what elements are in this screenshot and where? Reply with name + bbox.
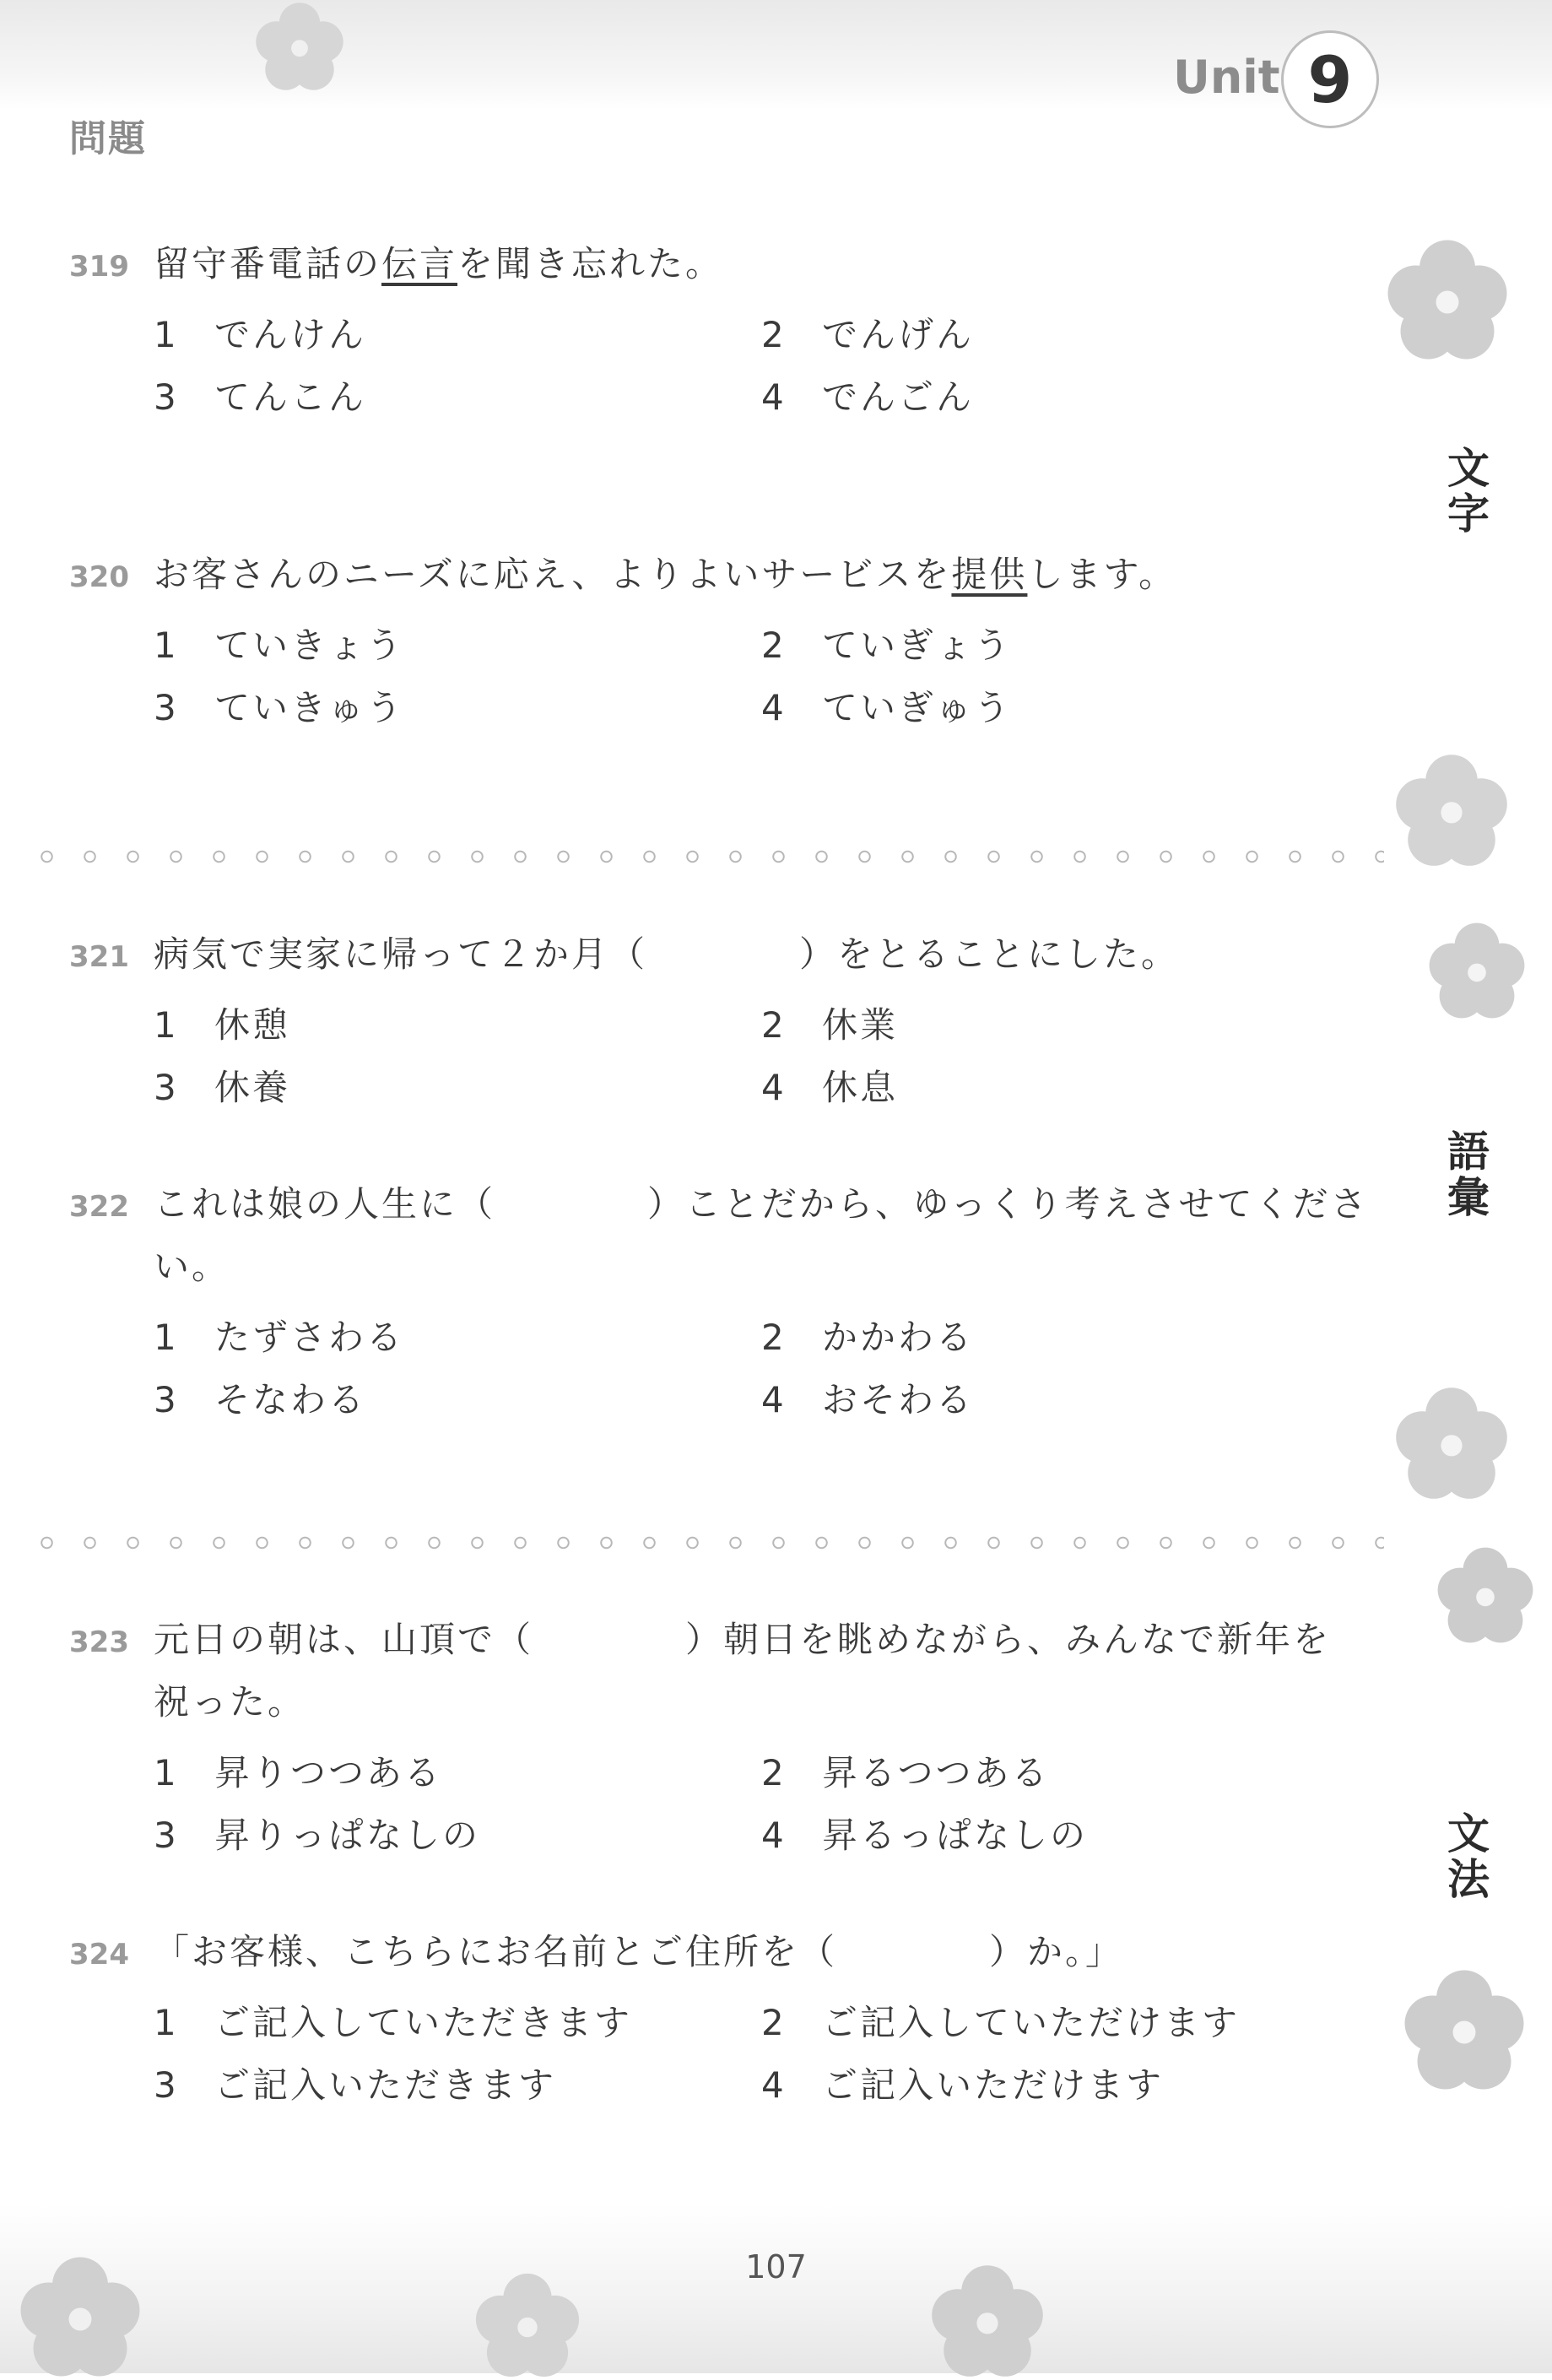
option-2[interactable]: 2 かかわる — [761, 1317, 975, 1358]
question-322 — [69, 1185, 1386, 1438]
question-text: お客さんのニーズに応え、よりよいサービスを提供します。 — [154, 554, 1177, 595]
underlined-word: 伝言 — [381, 243, 458, 284]
option-4[interactable]: 4 でんごん — [761, 376, 975, 418]
question-text-continued: 祝った。 — [154, 1681, 306, 1723]
question-text: 留守番電話の伝言を聞き忘れた。 — [154, 243, 724, 284]
flower-icon — [1392, 751, 1511, 869]
option-1[interactable]: 1 たずさわる — [154, 1317, 405, 1358]
flower-icon — [1384, 236, 1511, 363]
option-2[interactable]: 2 ていぎょう — [761, 625, 1013, 666]
option-1[interactable]: 1 でんけん — [154, 314, 367, 355]
question-number: 319 — [69, 250, 129, 284]
flower-icon — [253, 0, 346, 93]
page-number: 107 — [745, 2248, 807, 2285]
option-3[interactable]: 3 ご記入いただきます — [154, 2064, 557, 2106]
bottom-floral-banner — [0, 2204, 1552, 2373]
flower-icon — [1435, 1544, 1536, 1646]
question-324 — [69, 1933, 1386, 2118]
flower-icon — [473, 2270, 582, 2380]
option-3[interactable]: 3 てんこん — [154, 376, 367, 418]
question-text: これは娘の人生に（ ）ことだから、ゆっくり考えさせてくださ — [154, 1183, 1369, 1225]
side-tab-moji: 文字 — [1447, 443, 1490, 538]
section-divider — [25, 848, 1384, 865]
option-1[interactable]: 1 ていきょう — [154, 625, 405, 666]
option-2[interactable]: 2 昇るつつある — [761, 1752, 1050, 1793]
option-1[interactable]: 1 ご記入していただきます — [154, 2002, 633, 2043]
page-heading: 問題 — [69, 117, 147, 160]
option-1[interactable]: 1 休憩 — [154, 1004, 291, 1046]
option-1[interactable]: 1 昇りつつある — [154, 1752, 443, 1793]
question-number: 322 — [69, 1190, 129, 1224]
option-2[interactable]: 2 休業 — [761, 1004, 899, 1046]
question-number: 321 — [69, 940, 129, 974]
option-3[interactable]: 3 休養 — [154, 1067, 291, 1108]
option-3[interactable]: 3 昇りっぱなしの — [154, 1815, 481, 1856]
option-3[interactable]: 3 そなわる — [154, 1379, 367, 1420]
section-divider — [25, 1534, 1384, 1551]
option-4[interactable]: 4 休息 — [761, 1067, 899, 1108]
flower-icon — [1426, 920, 1528, 1021]
question-319 — [69, 245, 1386, 430]
question-text: 「お客様、こちらにお名前とご住所を（ ）か。」 — [154, 1931, 1124, 1972]
question-321 — [69, 935, 1386, 1121]
option-4[interactable]: 4 昇るっぱなしの — [761, 1815, 1089, 1856]
side-tab-bunpou: 文法 — [1447, 1809, 1490, 1904]
flower-icon — [1401, 1966, 1528, 2093]
question-text-continued: い。 — [154, 1246, 230, 1287]
option-4[interactable]: 4 ご記入いただけます — [761, 2064, 1165, 2106]
flower-icon — [1392, 1384, 1511, 1502]
unit-number-badge: 9 — [1281, 30, 1379, 128]
underlined-word: 提供 — [951, 554, 1028, 595]
question-text: 病気で実家に帰って２か月（ ）をとることにした。 — [154, 933, 1180, 975]
unit-label: Unit — [1173, 51, 1280, 104]
option-4[interactable]: 4 おそわる — [761, 1379, 975, 1420]
question-number: 323 — [69, 1625, 129, 1659]
option-4[interactable]: 4 ていぎゅう — [761, 687, 1013, 728]
question-number: 320 — [69, 560, 129, 594]
option-2[interactable]: 2 でんげん — [761, 314, 975, 355]
question-323 — [69, 1620, 1386, 1874]
option-3[interactable]: 3 ていきゅう — [154, 687, 405, 728]
side-tab-goi: 語彙 — [1447, 1127, 1490, 1222]
option-2[interactable]: 2 ご記入していただけます — [761, 2002, 1241, 2043]
question-320 — [69, 555, 1386, 741]
question-text: 元日の朝は、山頂で（ ）朝日を眺めながら、みんなで新年を — [154, 1619, 1332, 1660]
question-number: 324 — [69, 1938, 129, 1972]
